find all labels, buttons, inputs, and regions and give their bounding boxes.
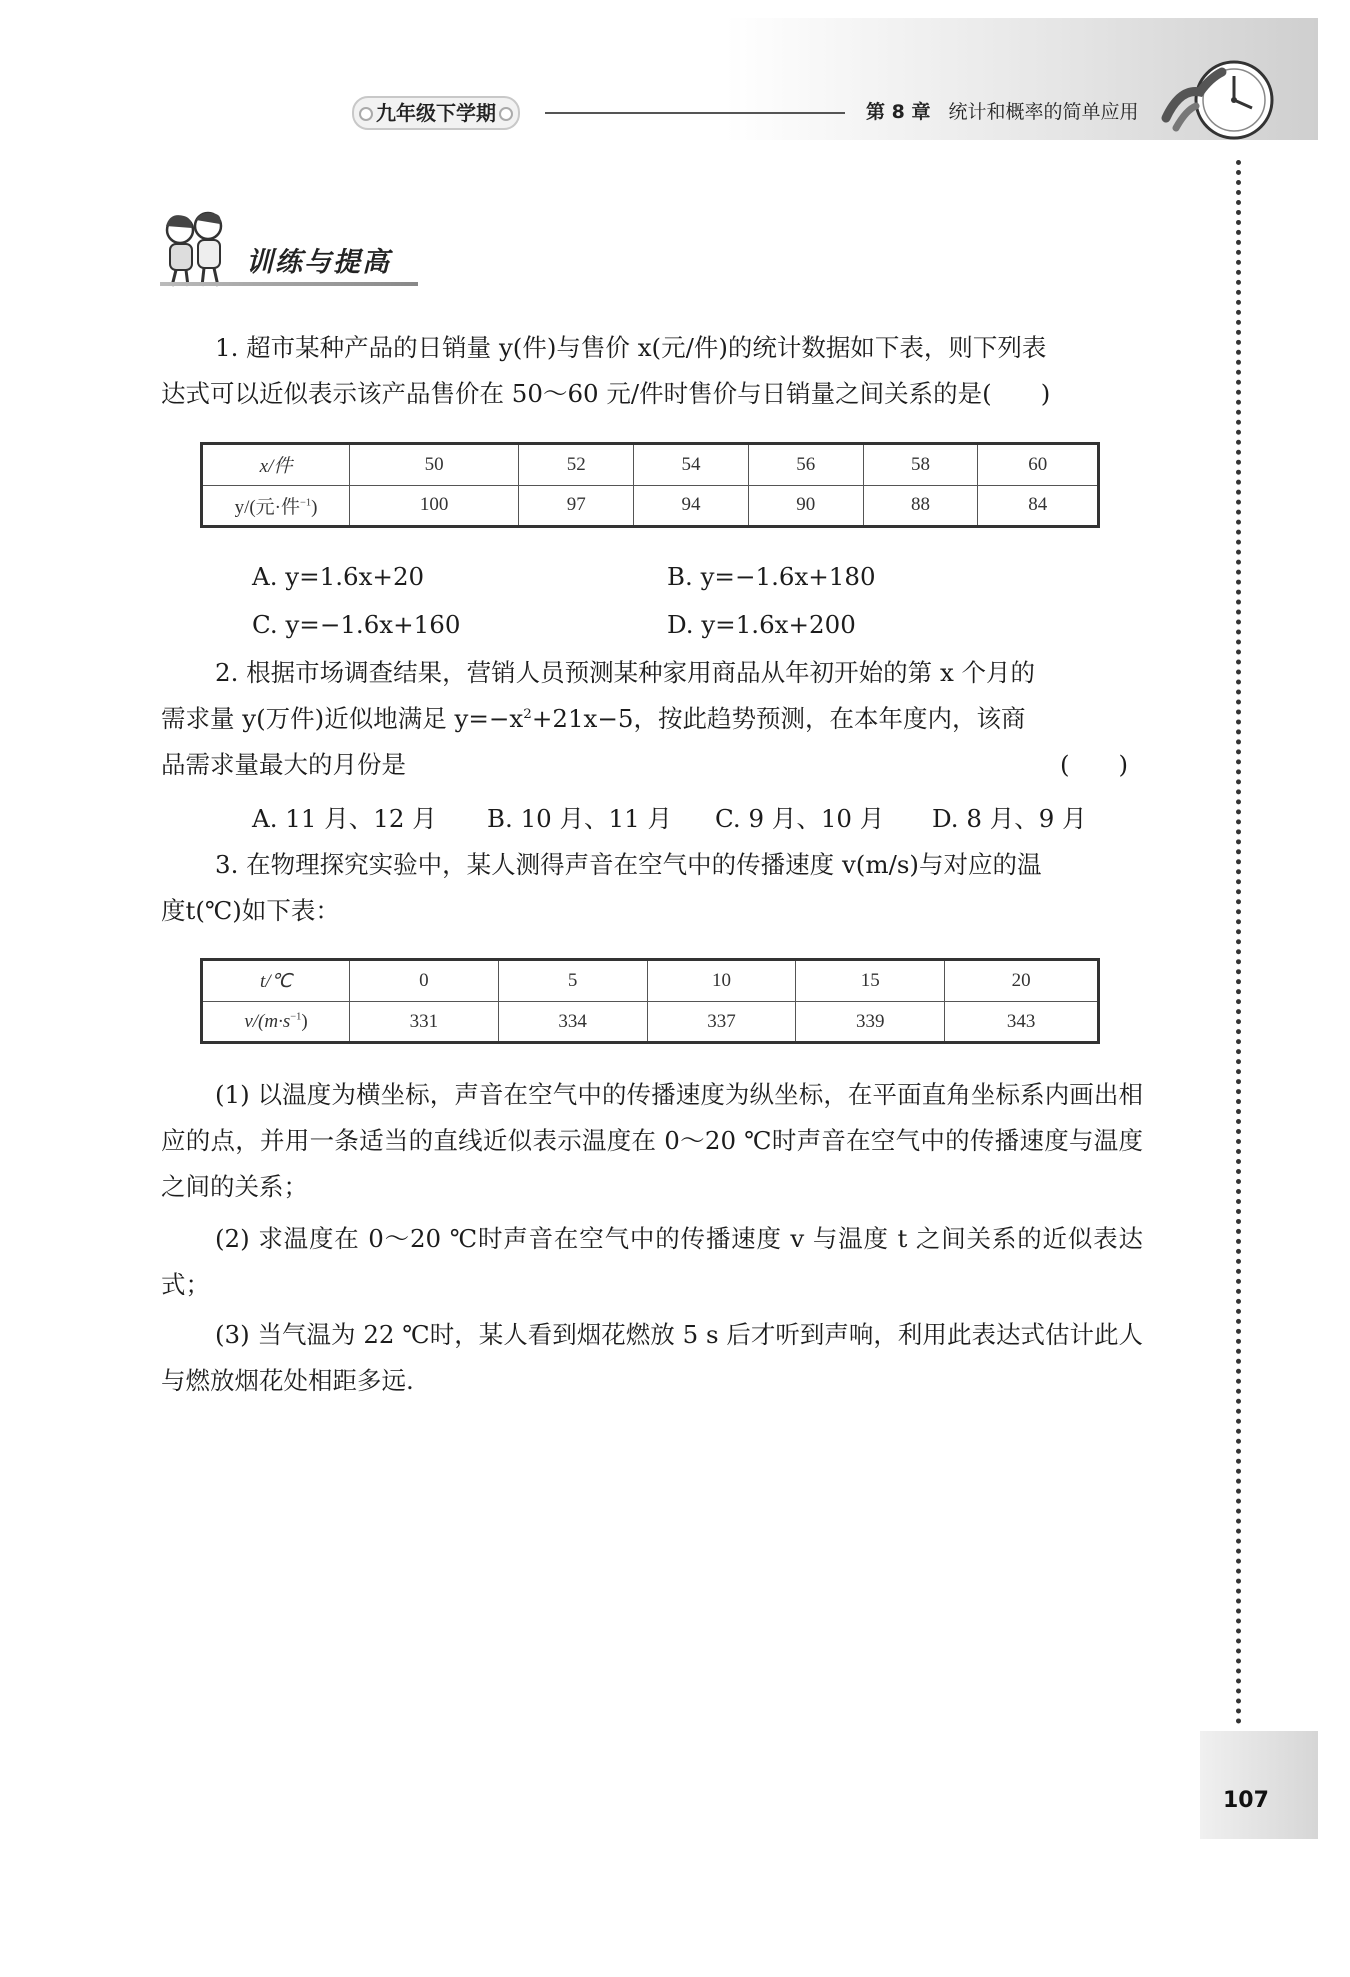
q1-x-cell: 54 [634,444,749,486]
q2-option-d: D. 8 月、9 月 [932,804,1087,833]
q2-line-2-part-b: +21x−5，按此趋势预测，在本年度内，该商 [531,704,1026,733]
q1-y-header-text: y/(元·件 [234,496,300,518]
table-row [202,485,1099,527]
q1-x-cell: 56 [748,444,863,486]
question-2-line-1: 2. 根据市场调查结果，营销人员预测某种家用商品从年初开始的第 x 个月的 [215,658,1036,687]
section-underline [160,282,418,286]
q1-y-cell: 88 [863,485,978,527]
q1-y-cell: 94 [634,485,749,527]
question-3-part-2: (2) 求温度在 0～20 ℃时声音在空气中的传播速度 v 与温度 t 之间关系的近似表达式； [161,1224,1143,1299]
question-1-line-2: 达式可以近似表示该产品售价在 50～60 元/件时售价与日销量之间关系的是( ) [161,379,1051,408]
margin-dotted-border [1236,160,1241,1725]
q3-t-header [202,960,350,1002]
table-row [202,444,1099,486]
q1-y-cell: 84 [978,485,1099,527]
q3-t-cell: 10 [647,960,796,1002]
q3-v-header-sup: −1 [290,1011,302,1023]
grade-label: 九年级下学期 [352,96,520,130]
q1-x-cell: 50 [350,444,519,486]
question-3-part-3: (3) 当气温为 22 ℃时，某人看到烟花燃放 5 s 后才听到声响，利用此表达式估计此人与燃放烟花处相距多远. [161,1320,1143,1395]
question-3-line-2: 度t(℃)如下表： [161,896,340,925]
header-divider [545,112,845,114]
q3-v-header-close: ) [301,1010,308,1032]
q1-option-d: D. y=1.6x+200 [667,610,856,639]
children-mascot-icon [156,208,236,290]
q3-v-cell: 331 [350,1002,499,1043]
q1-data-table [200,442,1100,528]
chapter-title: 统计和概率的简单应用 [948,101,1139,123]
q3-t-cell: 5 [498,960,647,1002]
q3-v-cell: 339 [796,1002,945,1043]
q1-y-header-close: ) [311,496,318,518]
q1-option-c: C. y=−1.6x+160 [252,610,461,639]
page-number: 107 [1223,1788,1269,1813]
q1-y-header-sup: −1 [300,497,312,509]
q1-x-cell: 52 [519,444,634,486]
q3-t-cell: 15 [796,960,945,1002]
q3-v-cell: 343 [945,1002,1099,1043]
q3-v-header [202,1002,350,1043]
question-2-line-3: 品需求量最大的月份是 [161,750,406,779]
question-3-part-1: (1) 以温度为横坐标，声音在空气中的传播速度为纵坐标，在平面直角坐标系内画出相应的点，并用一条适当的直线近似表示温度在 0～20 ℃时声音在空气中的传播速度与温度之间的关系； [161,1080,1143,1201]
q3-v-cell: 337 [647,1002,796,1043]
q1-x-header-text: x/件 [259,456,293,478]
q2-answer-paren: ( ) [1060,750,1129,779]
q2-option-c: C. 9 月、10 月 [715,804,885,833]
q3-t-cell: 20 [945,960,1099,1002]
q1-x-cell: 58 [863,444,978,486]
q1-y-cell: 90 [748,485,863,527]
chapter-number: 第 8 章 [866,101,931,123]
q3-t-cell: 0 [350,960,499,1002]
question-3-line-1: 3. 在物理探究实验中，某人测得声音在空气中的传播速度 v(m/s)与对应的温 [215,850,1042,879]
table-row [202,1002,1099,1043]
q1-option-b: B. y=−1.6x+180 [667,562,876,591]
q3-v-cell: 334 [498,1002,647,1043]
q3-data-table [200,958,1100,1044]
question-1-line-1: 1. 超市某种产品的日销量 y(件)与售价 x(元/件)的统计数据如下表，则下列表 [215,333,1047,362]
question-2-line-2 [161,696,1143,742]
q2-line-2-part-a: 需求量 y(万件)近似地满足 y=−x [161,704,524,733]
q1-x-cell: 60 [978,444,1099,486]
chapter-heading [866,97,1138,124]
q1-y-cell: 100 [350,485,519,527]
section-title: 训练与提高 [246,247,391,278]
q2-option-a: A. 11 月、12 月 [252,804,437,833]
q3-t-header-text: t/℃ [260,970,292,992]
page-number-tab [1200,1731,1318,1839]
q1-y-cell: 97 [519,485,634,527]
q2-option-b: B. 10 月、11 月 [487,804,673,833]
q1-x-header [202,444,350,486]
compass-runner-icon [1160,48,1280,148]
q3-v-header-text: v/(m·s [244,1010,291,1032]
q1-option-a: A. y=1.6x+20 [252,562,425,591]
table-row [202,960,1099,1002]
q2-line-2-sup: 2 [523,705,532,722]
q1-y-header [202,485,350,527]
